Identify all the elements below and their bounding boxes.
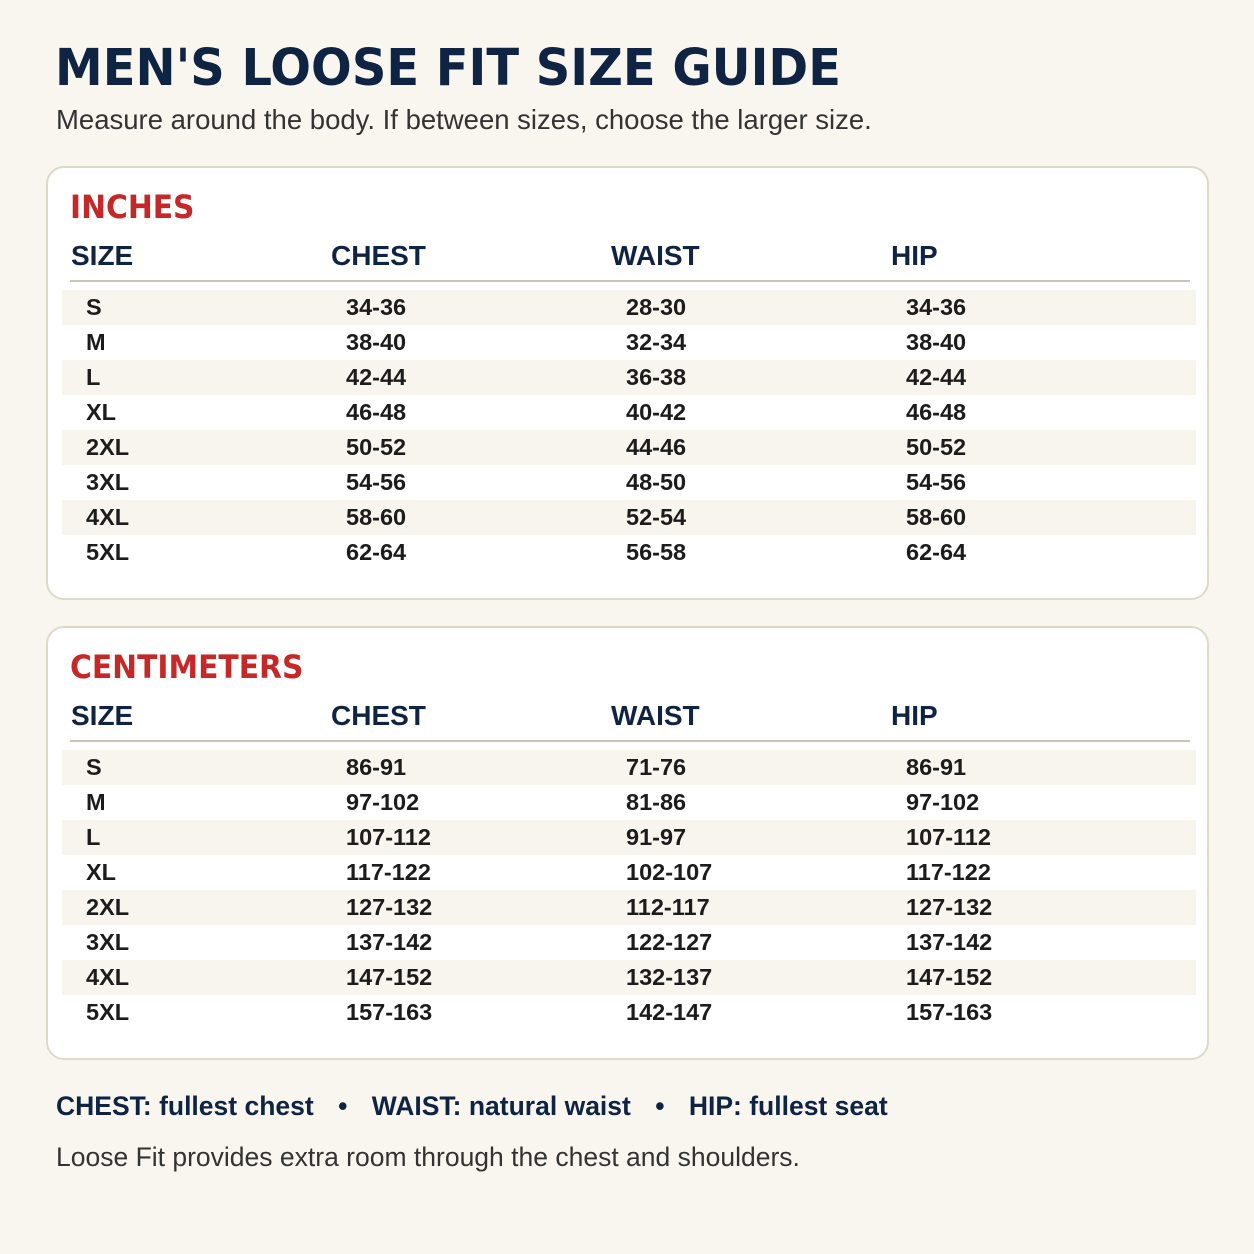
hip-cell: 46-48 [906,399,967,425]
table-row [62,500,1196,535]
table-row [62,785,1196,820]
waist-cell: 32-34 [626,329,687,355]
waist-cell: 91-97 [626,824,687,850]
chest-cell: 137-142 [346,929,433,955]
hip-cell: 86-91 [906,754,967,780]
table-row [62,290,1196,325]
chest-cell: 86-91 [346,754,407,780]
chest-cell: 117-122 [346,859,431,885]
chest-cell: 38-40 [346,329,407,355]
hip-cell: 147-152 [906,964,993,990]
size-cell: XL [86,859,117,885]
waist-cell: 44-46 [626,434,687,460]
waist-cell: 48-50 [626,469,687,495]
centimeters-heading: CENTIMETERS [70,648,304,686]
chest-cell: 54-56 [346,469,407,495]
bullet-separator: • [655,1091,665,1121]
hip-cell: 107-112 [906,824,991,850]
hip-cell: 58-60 [906,504,967,530]
table-row [62,535,1196,570]
inches-heading: INCHES [70,188,195,226]
column-header-chest: CHEST [331,240,426,271]
size-cell: S [86,294,102,320]
chest-cell: 147-152 [346,964,433,990]
hip-cell: 97-102 [906,789,980,815]
hip-cell: 127-132 [906,894,993,920]
measurement-definitions [56,1088,888,1124]
inches-table-body [62,290,1196,570]
chest-cell: 42-44 [346,364,407,390]
bullet-separator: • [338,1091,348,1121]
waist-cell: 36-38 [626,364,687,390]
column-header-waist: WAIST [611,240,700,271]
size-cell: 4XL [86,504,130,530]
header-divider [70,740,1190,742]
waist-cell: 52-54 [626,504,687,530]
waist-cell: 142-147 [626,999,713,1025]
chest-cell: 62-64 [346,539,407,565]
waist-cell: 56-58 [626,539,687,565]
centimeters-size-card [46,626,1209,1060]
table-row [62,890,1196,925]
inches-column-headers [48,236,1207,276]
header-divider [70,280,1190,282]
column-header-size: SIZE [71,240,134,271]
chest-cell: 127-132 [346,894,433,920]
table-row [62,750,1196,785]
hip-cell: 62-64 [906,539,967,565]
hip-cell: 50-52 [906,434,967,460]
page-title: MEN'S LOOSE FIT SIZE GUIDE [55,39,841,98]
waist-cell: 102-107 [626,859,713,885]
size-cell: XL [86,399,117,425]
table-row [62,855,1196,890]
inches-size-card [46,166,1209,600]
chest-cell: 46-48 [346,399,407,425]
size-cell: 2XL [86,894,130,920]
waist-cell: 28-30 [626,294,687,320]
size-cell: M [86,329,106,355]
table-row [62,430,1196,465]
column-header-size: SIZE [71,700,134,731]
table-row [62,820,1196,855]
waist-cell: 122-127 [626,929,713,955]
chest-cell: 50-52 [346,434,407,460]
hip-cell: 42-44 [906,364,967,390]
size-cell: S [86,754,102,780]
column-header-chest: CHEST [331,700,426,731]
centimeters-column-headers [48,696,1207,736]
column-header-waist: WAIST [611,700,700,731]
hip-cell: 38-40 [906,329,967,355]
size-cell: 3XL [86,469,130,495]
table-row [62,360,1196,395]
size-cell: 4XL [86,964,130,990]
size-cell: 3XL [86,929,130,955]
hip-cell: 54-56 [906,469,967,495]
chest-cell: 58-60 [346,504,407,530]
column-header-hip: HIP [891,700,938,731]
hip-cell: 34-36 [906,294,967,320]
chest-cell: 157-163 [346,999,433,1025]
chest-cell: 97-102 [346,789,420,815]
size-cell: 5XL [86,999,130,1025]
chest-cell: 34-36 [346,294,407,320]
waist-definition: WAIST: natural waist [371,1091,631,1121]
column-header-hip: HIP [891,240,938,271]
table-row [62,925,1196,960]
chest-cell: 107-112 [346,824,431,850]
waist-cell: 112-117 [626,894,710,920]
hip-cell: 117-122 [906,859,991,885]
size-cell: L [86,824,101,850]
size-cell: 2XL [86,434,130,460]
size-cell: M [86,789,106,815]
table-row [62,960,1196,995]
table-row [62,325,1196,360]
hip-definition: HIP: fullest seat [688,1091,888,1121]
table-row [62,995,1196,1030]
fit-note: Loose Fit provides extra room through the chest and shoulders. [56,1142,800,1172]
hip-cell: 137-142 [906,929,993,955]
waist-cell: 71-76 [626,754,687,780]
waist-cell: 132-137 [626,964,713,990]
waist-cell: 40-42 [626,399,687,425]
page-subtitle: Measure around the body. If between sizes, choose the larger size. [56,104,872,135]
table-row [62,465,1196,500]
chest-definition: CHEST: fullest chest [56,1091,314,1121]
centimeters-table-body [62,750,1196,1030]
size-cell: 5XL [86,539,130,565]
hip-cell: 157-163 [906,999,993,1025]
size-cell: L [86,364,101,390]
table-row [62,395,1196,430]
waist-cell: 81-86 [626,789,687,815]
